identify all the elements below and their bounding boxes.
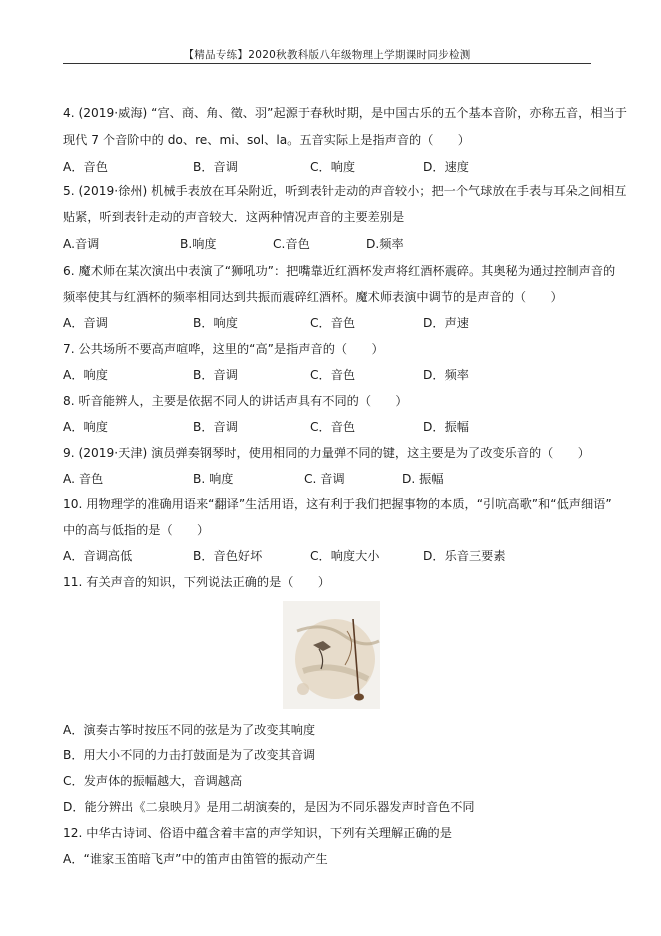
q4-option-b: B．音调 xyxy=(193,160,238,174)
question-8-text: 8. 听音能辨人，主要是依据不同人的讲话声具有不同的（ ） xyxy=(63,394,408,408)
q11-option-d: D．能分辨出《二泉映月》是用二胡演奏的，是因为不同乐器发声时音色不同 xyxy=(63,800,475,814)
q9-option-c: C. 音调 xyxy=(304,472,345,486)
q6-option-b: B．响度 xyxy=(193,316,238,330)
q8-option-c: C．音色 xyxy=(310,420,356,434)
question-9-text: 9. (2019·天津) 演员弹奏钢琴时，使用相同的力量弹不同的键，这主要是为了改变乐音的（ ） xyxy=(63,446,590,460)
q6-option-c: C．音色 xyxy=(310,316,356,330)
q7-option-a: A．响度 xyxy=(63,368,108,382)
question-10-text-line1: 10. 用物理学的准确用语来“翻译”生活用语，这有利于我们把握事物的本质，“引吭高歌”和“低声细语” xyxy=(63,497,612,511)
page-header: 【精品专练】2020秋教科版八年级物理上学期课时同步检测 xyxy=(183,49,471,61)
q6-option-d: D．声速 xyxy=(423,316,469,330)
q12-option-a: A．“谁家玉笛暗飞声”中的笛声由笛管的振动产生 xyxy=(63,852,328,866)
question-4-text-line1: 4. (2019·威海) “宫、商、角、徵、羽”起源于春秋时期，是中国古乐的五个基本音阶，亦称五音，相当于 xyxy=(63,106,627,120)
header-divider xyxy=(63,63,591,64)
q4-option-c: C．响度 xyxy=(310,160,356,174)
q5-option-b: B.响度 xyxy=(180,237,217,251)
q6-option-a: A．音调 xyxy=(63,316,108,330)
question-5-text-line2: 贴紧，听到表针走动的声音较大．这两种情况声音的主要差别是 xyxy=(63,210,405,224)
q7-option-b: B．音调 xyxy=(193,368,238,382)
question-10-text-line2: 中的高与低指的是（ ） xyxy=(63,523,210,537)
q7-option-d: D．频率 xyxy=(423,368,469,382)
question-4-text-line2: 现代 7 个音阶中的 do、re、mi、sol、la。五音实际上是指声音的（ ） xyxy=(63,133,470,147)
q11-option-a: A．演奏古筝时按压不同的弦是为了改变其响度 xyxy=(63,723,316,737)
q8-option-a: A．响度 xyxy=(63,420,108,434)
q7-option-c: C．音色 xyxy=(310,368,356,382)
question-6-text-line2: 频率使其与红酒杯的频率相同达到共振而震碎红酒杯。魔术师表演中调节的是声音的（ ） xyxy=(63,290,563,304)
q9-option-d: D. 振幅 xyxy=(402,472,444,486)
q8-option-b: B．音调 xyxy=(193,420,238,434)
question-11-text: 11. 有关声音的知识，下列说法正确的是（ ） xyxy=(63,575,331,589)
q10-option-c: C．响度大小 xyxy=(310,549,380,563)
question-5-text-line1: 5. (2019·徐州) 机械手表放在耳朵附近，听到表针走动的声音较小；把一个气球放在手表与耳朵之间相互 xyxy=(63,184,627,198)
erhu-painting-image xyxy=(283,601,380,709)
q11-option-c: C．发声体的振幅越大，音调越高 xyxy=(63,774,243,788)
q9-option-a: A. 音色 xyxy=(63,472,104,486)
q4-option-a: A．音色 xyxy=(63,160,108,174)
question-12-text: 12. 中华古诗词、俗语中蕴含着丰富的声学知识，下列有关理解正确的是 xyxy=(63,826,452,840)
q5-option-d: D.频率 xyxy=(366,237,404,251)
q4-option-d: D．速度 xyxy=(423,160,469,174)
question-7-text: 7. 公共场所不要高声喧哗，这里的“高”是指声音的（ ） xyxy=(63,342,384,356)
q10-option-a: A．音调高低 xyxy=(63,549,133,563)
q9-option-b: B. 响度 xyxy=(193,472,234,486)
q8-option-d: D．振幅 xyxy=(423,420,469,434)
q5-option-a: A.音调 xyxy=(63,237,100,251)
q11-option-b: B．用大小不同的力击打鼓面是为了改变其音调 xyxy=(63,748,316,762)
q10-option-d: D．乐音三要素 xyxy=(423,549,506,563)
q10-option-b: B．音色好坏 xyxy=(193,549,263,563)
question-6-text-line1: 6. 魔术师在某次演出中表演了“狮吼功”：把嘴靠近红酒杯发声将红酒杯震碎。其奥秘为通过控制声音的 xyxy=(63,264,616,278)
q5-option-c: C.音色 xyxy=(273,237,310,251)
